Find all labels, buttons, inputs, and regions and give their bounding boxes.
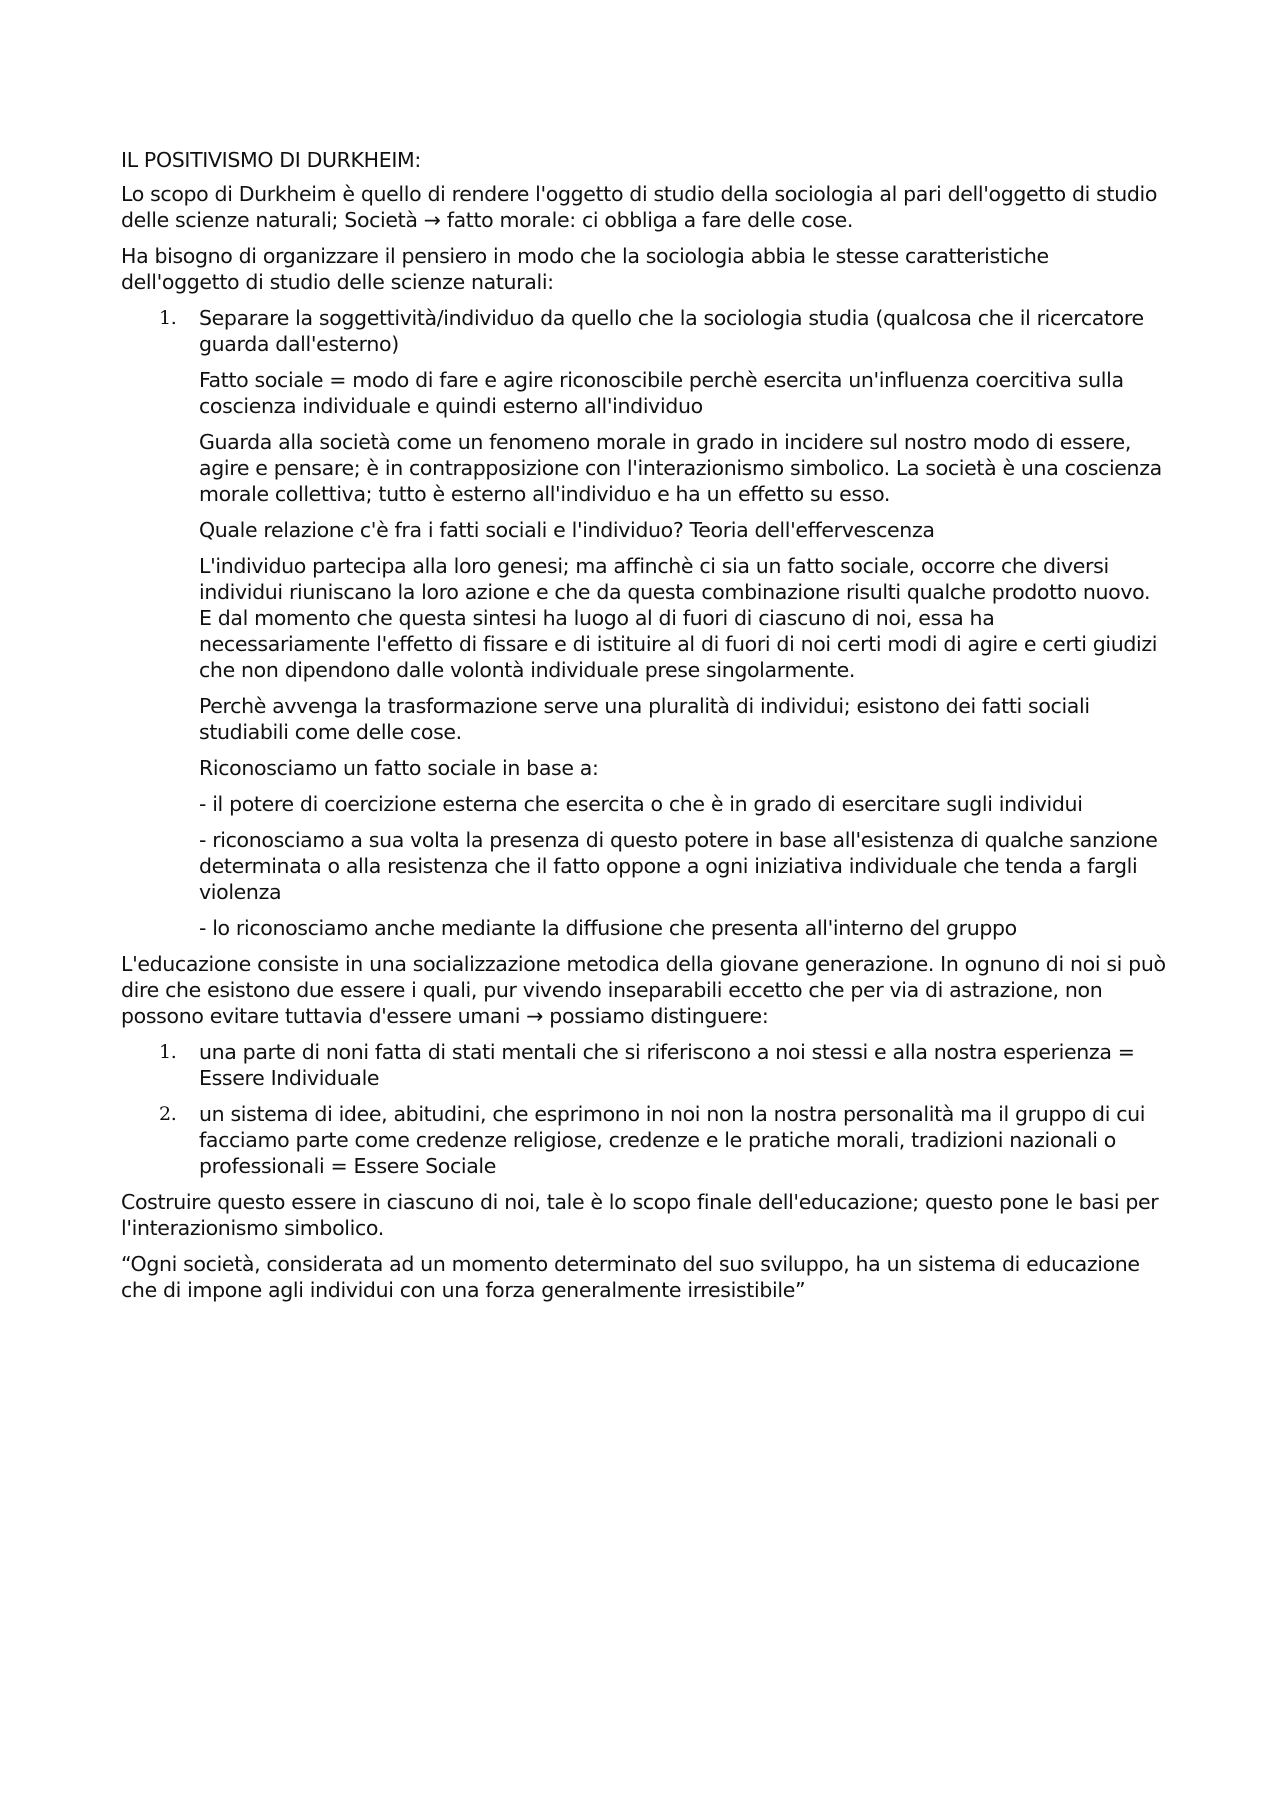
list-number: 2. xyxy=(159,1103,177,1125)
list-item-text: Separare la soggettività/individuo da quello che la sociologia studia (qualcosa che il ricercatore guarda dall'esterno) xyxy=(199,306,1144,356)
list-item xyxy=(121,1039,1166,1091)
closing-paragraph: Costruire questo essere in ciascuno di noi, tale è lo scopo finale dell'educazione; questo pone le basi per l'interazionismo simbolico. xyxy=(121,1190,1159,1240)
bullet-line: - lo riconosciamo anche mediante la diffusione che presenta all'interno del gruppo xyxy=(199,916,1017,940)
body-paragraph: L'individuo partecipa alla loro genesi; ma affinchè ci sia un fatto sociale, occorre che diversi individui riuniscano la loro azione e che da questa combinazione risulti qualche prodotto nuovo. E dal momento che questa sintesi ha luogo al di fuori di ciascuno di noi, essa ha necessariamente l'effetto di fissare e di istituire al di fuori di noi certi modi di agire e certi giudizi che non dipendono dalle volontà individuale prese singolarmente. xyxy=(199,554,1158,682)
body-paragraph: Fatto sociale = modo di fare e agire riconoscibile perchè esercita un'influenza coercitiva sulla coscienza individuale e quindi esterno all'individuo xyxy=(199,368,1124,418)
list-item xyxy=(121,1101,1166,1179)
list-number: 1. xyxy=(159,307,177,329)
intro-paragraph: Lo scopo di Durkheim è quello di rendere l'oggetto di studio della sociologia al pari dell'oggetto di studio delle scienze naturali; Società → fatto morale: ci obbliga a fare delle cose. xyxy=(121,182,1158,232)
list-item-text: una parte di noni fatta di stati mentali che si riferiscono a noi stessi e alla nostra esperienza = Essere Individuale xyxy=(199,1040,1135,1090)
numbered-list-essere xyxy=(121,1039,1166,1179)
numbered-list-principles xyxy=(121,305,1166,357)
list-item-text: un sistema di idee, abitudini, che esprimono in noi non la nostra personalità ma il gruppo di cui facciamo parte come credenze religiose, credenze e le pratiche morali, tradizioni nazionali o professionali = Essere Sociale xyxy=(199,1102,1146,1178)
body-paragraph: Guarda alla società come un fenomeno morale in grado in incidere sul nostro modo di essere, agire e pensare; è in contrapposizione con l'interazionismo simbolico. La società è una coscienza morale collettiva; tutto è esterno all'individuo e ha un effetto su esso. xyxy=(199,430,1162,506)
document-title: IL POSITIVISMO DI DURKHEIM: xyxy=(121,148,421,172)
document-page xyxy=(121,147,1166,1313)
quote-paragraph: “Ogni società, considerata ad un momento determinato del suo sviluppo, ha un sistema di educazione che di impone agli individui con una forza generalmente irresistibile” xyxy=(121,1252,1140,1302)
intro-paragraph: Ha bisogno di organizzare il pensiero in modo che la sociologia abbia le stesse caratteristiche dell'oggetto di studio delle scienze naturali: xyxy=(121,244,1049,294)
list-number: 1. xyxy=(159,1041,177,1063)
body-paragraph: Riconosciamo un fatto sociale in base a: xyxy=(199,756,599,780)
body-paragraph: Perchè avvenga la trasformazione serve una pluralità di individui; esistono dei fatti sociali studiabili come delle cose. xyxy=(199,694,1090,744)
education-paragraph: L'educazione consiste in una socializzazione metodica della giovane generazione. In ognuno di noi si può dire che esistono due essere i quali, pur vivendo inseparabili eccetto che per via di astrazione, non possono evitare tuttavia d'essere umani → possiamo distinguere: xyxy=(121,952,1166,1028)
bullet-line: - il potere di coercizione esterna che esercita o che è in grado di esercitare sugli individui xyxy=(199,792,1083,816)
bullet-line: - riconosciamo a sua volta la presenza di questo potere in base all'esistenza di qualche sanzione determinata o alla resistenza che il fatto oppone a ogni iniziativa individuale che tenda a fargli violenza xyxy=(199,828,1158,904)
list-item xyxy=(121,305,1166,357)
body-paragraph: Quale relazione c'è fra i fatti sociali e l'individuo? Teoria dell'effervescenza xyxy=(199,518,935,542)
